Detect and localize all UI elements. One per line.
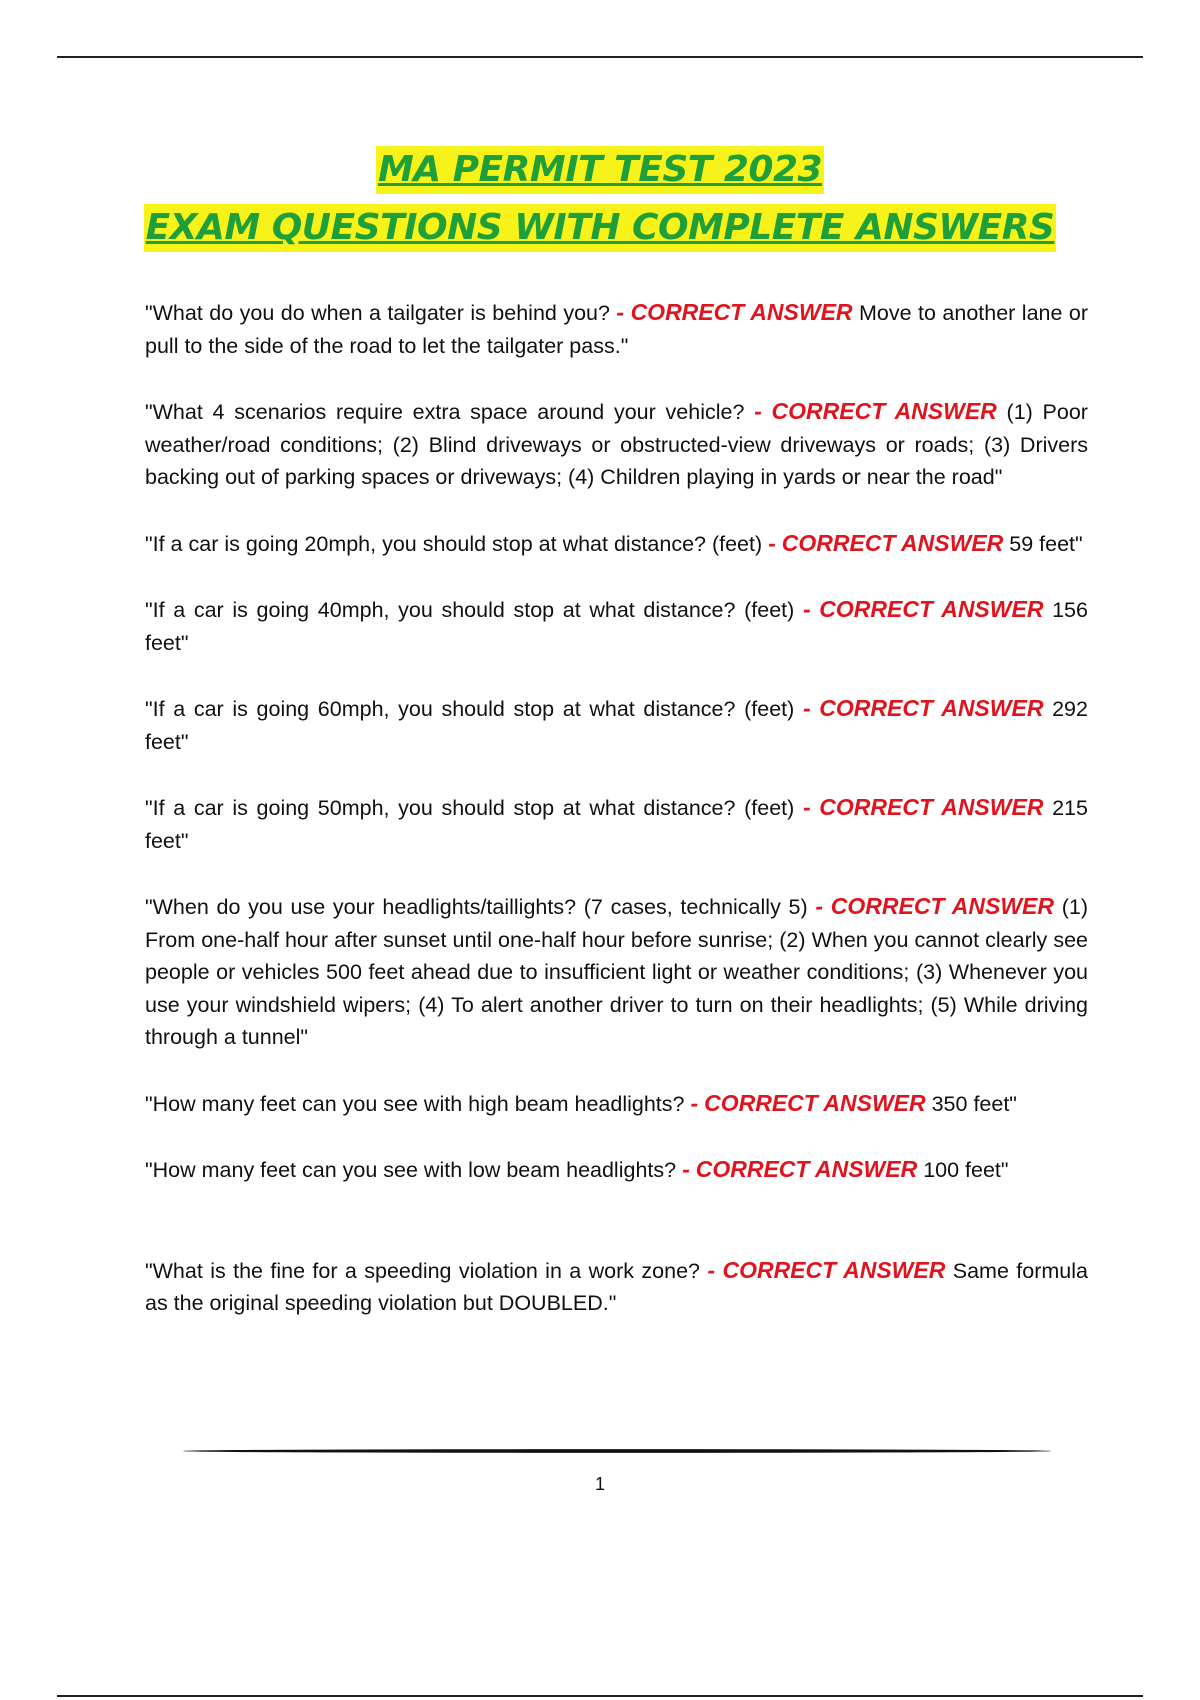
correct-answer-label: CORRECT ANSWER	[771, 398, 997, 424]
answer-text: (1) From one-half hour after sunset until one-half hour before sunrise; (2) When you cannot clearly see people or vehicles 500 feet ahead due to insufficient light or weather conditions; (3) Whenever you use your windshield wipers; (4) To alert another driver to turn on their headlights; (5) While driving through a tunnel"	[145, 895, 1088, 1049]
question-text: "If a car is going 60mph, you should stop at what distance? (feet)	[145, 697, 795, 721]
page-number: 1	[594, 1474, 605, 1494]
correct-answer-label: CORRECT ANSWER	[819, 695, 1044, 721]
answer-separator: -	[754, 398, 762, 424]
answer-separator: -	[802, 695, 811, 721]
answer-separator: -	[802, 596, 811, 622]
page-bottom-rule	[57, 1695, 1143, 1697]
qa-item	[145, 593, 1088, 659]
answer-text: Same formula as the original speeding violation but DOUBLED."	[145, 1258, 1088, 1315]
qa-item	[145, 1254, 1088, 1320]
qa-item	[145, 692, 1088, 758]
correct-answer-label: CORRECT ANSWER	[704, 1089, 926, 1116]
answer-text: Move to another lane or pull to the side of the road to let the tailgater pass."	[145, 301, 1089, 358]
answer-text: 156 feet"	[145, 598, 1088, 655]
question-text: "What is the fine for a speeding violation in a work zone?	[145, 1258, 700, 1283]
qa-item	[145, 395, 1088, 494]
answer-text: 215 feet"	[145, 796, 1088, 853]
answer-separator: -	[690, 1089, 699, 1116]
answer-separator: -	[707, 1256, 716, 1283]
qa-item	[145, 1087, 1088, 1121]
question-text: "How many feet can you see with high beam headlights?	[145, 1091, 685, 1116]
answer-text: 59 feet"	[1009, 531, 1083, 556]
page-top-rule	[57, 56, 1143, 58]
correct-answer-label: CORRECT ANSWER	[630, 299, 853, 325]
correct-answer-label: CORRECT ANSWER	[781, 529, 1004, 556]
question-text: "If a car is going 50mph, you should stop at what distance? (feet)	[145, 796, 795, 820]
answer-separator: -	[616, 299, 625, 325]
footer-divider	[183, 1449, 1051, 1453]
title-line-2: EXAM QUESTIONS WITH COMPLETE ANSWERS	[144, 204, 1057, 252]
qa-list	[145, 296, 1088, 1320]
question-text: "What do you do when a tailgater is behind you?	[145, 301, 610, 325]
correct-answer-label: CORRECT ANSWER	[830, 893, 1054, 919]
answer-text: 292 feet"	[145, 697, 1088, 754]
qa-item	[145, 1153, 1088, 1187]
document-title	[0, 146, 1200, 252]
answer-separator: -	[802, 794, 811, 820]
answer-separator: -	[682, 1156, 690, 1182]
question-text: "How many feet can you see with low beam headlights?	[145, 1158, 677, 1182]
answer-text: 100 feet"	[923, 1158, 1009, 1182]
qa-item	[145, 890, 1088, 1054]
answer-text: (1) Poor weather/road conditions; (2) Blind driveways or obstructed-view driveways or roads; (3) Drivers backing out of parking spaces or driveways; (4) Children playing in yards or near the road"	[145, 400, 1088, 489]
question-text: "If a car is going 40mph, you should stop at what distance? (feet)	[145, 598, 795, 622]
correct-answer-label: CORRECT ANSWER	[819, 596, 1044, 622]
correct-answer-label: CORRECT ANSWER	[722, 1256, 946, 1283]
question-text: "What 4 scenarios require extra space around your vehicle?	[145, 400, 745, 424]
correct-answer-label: CORRECT ANSWER	[695, 1156, 918, 1182]
answer-separator: -	[768, 529, 776, 556]
answer-separator: -	[815, 893, 824, 919]
title-line-1: MA PERMIT TEST 2023	[376, 146, 824, 194]
qa-item	[145, 527, 1088, 561]
question-text: "If a car is going 20mph, you should stop at what distance? (feet)	[145, 531, 763, 556]
answer-text: 350 feet"	[931, 1091, 1017, 1116]
correct-answer-label: CORRECT ANSWER	[819, 794, 1044, 820]
qa-item	[145, 296, 1088, 362]
question-text: "When do you use your headlights/taillights? (7 cases, technically 5)	[145, 895, 808, 919]
qa-item	[145, 791, 1088, 857]
